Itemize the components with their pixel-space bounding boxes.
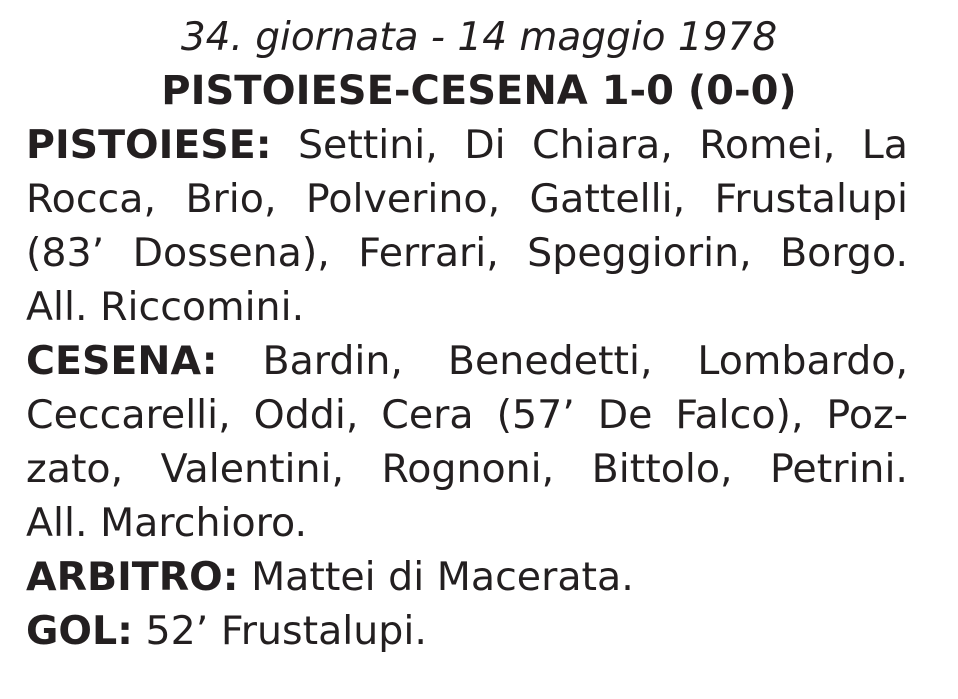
lineup-line: Rocca, Brio, Polverino, Gattelli, Frustalupi xyxy=(26,176,908,222)
cesena-lineup xyxy=(26,334,908,550)
pistoiese-lineup xyxy=(26,118,908,334)
report-header xyxy=(12,12,946,118)
lineup-line: Ceccarelli, Oddi, Cera (57’ De Falco), Poz- xyxy=(26,392,908,438)
goals-value: 52’ Frustalupi. xyxy=(145,608,427,654)
match-result: PISTOIESE-CESENA 1-0 (0-0) xyxy=(161,68,797,114)
round-date: 34. giornata - 14 maggio 1978 xyxy=(180,15,778,60)
lineup-text: Bardin, Benedetti, Lombardo, xyxy=(262,338,908,384)
referee-line xyxy=(26,550,908,604)
lineup-line xyxy=(26,118,908,172)
team-label: CESENA: xyxy=(26,338,218,384)
goals-section xyxy=(26,604,908,658)
coach-line: All. Marchioro. xyxy=(26,500,308,546)
lineup-text: Settini, Di Chiara, Romei, La xyxy=(297,122,908,168)
goals-line xyxy=(26,604,908,658)
lineup-line: (83’ Dossena), Ferrari, Speggiorin, Borgo. xyxy=(26,230,908,276)
referee-name: Mattei di Macerata. xyxy=(251,554,634,600)
lineup-line xyxy=(26,334,908,388)
team-label: PISTOIESE: xyxy=(26,122,272,168)
goals-label: GOL: xyxy=(26,608,133,654)
coach-line: All. Riccomini. xyxy=(26,284,305,330)
referee-section xyxy=(26,550,908,604)
referee-label: ARBITRO: xyxy=(26,554,239,600)
report-body xyxy=(26,118,908,658)
lineup-line: zato, Valentini, Rognoni, Bittolo, Petrini. xyxy=(26,446,908,492)
